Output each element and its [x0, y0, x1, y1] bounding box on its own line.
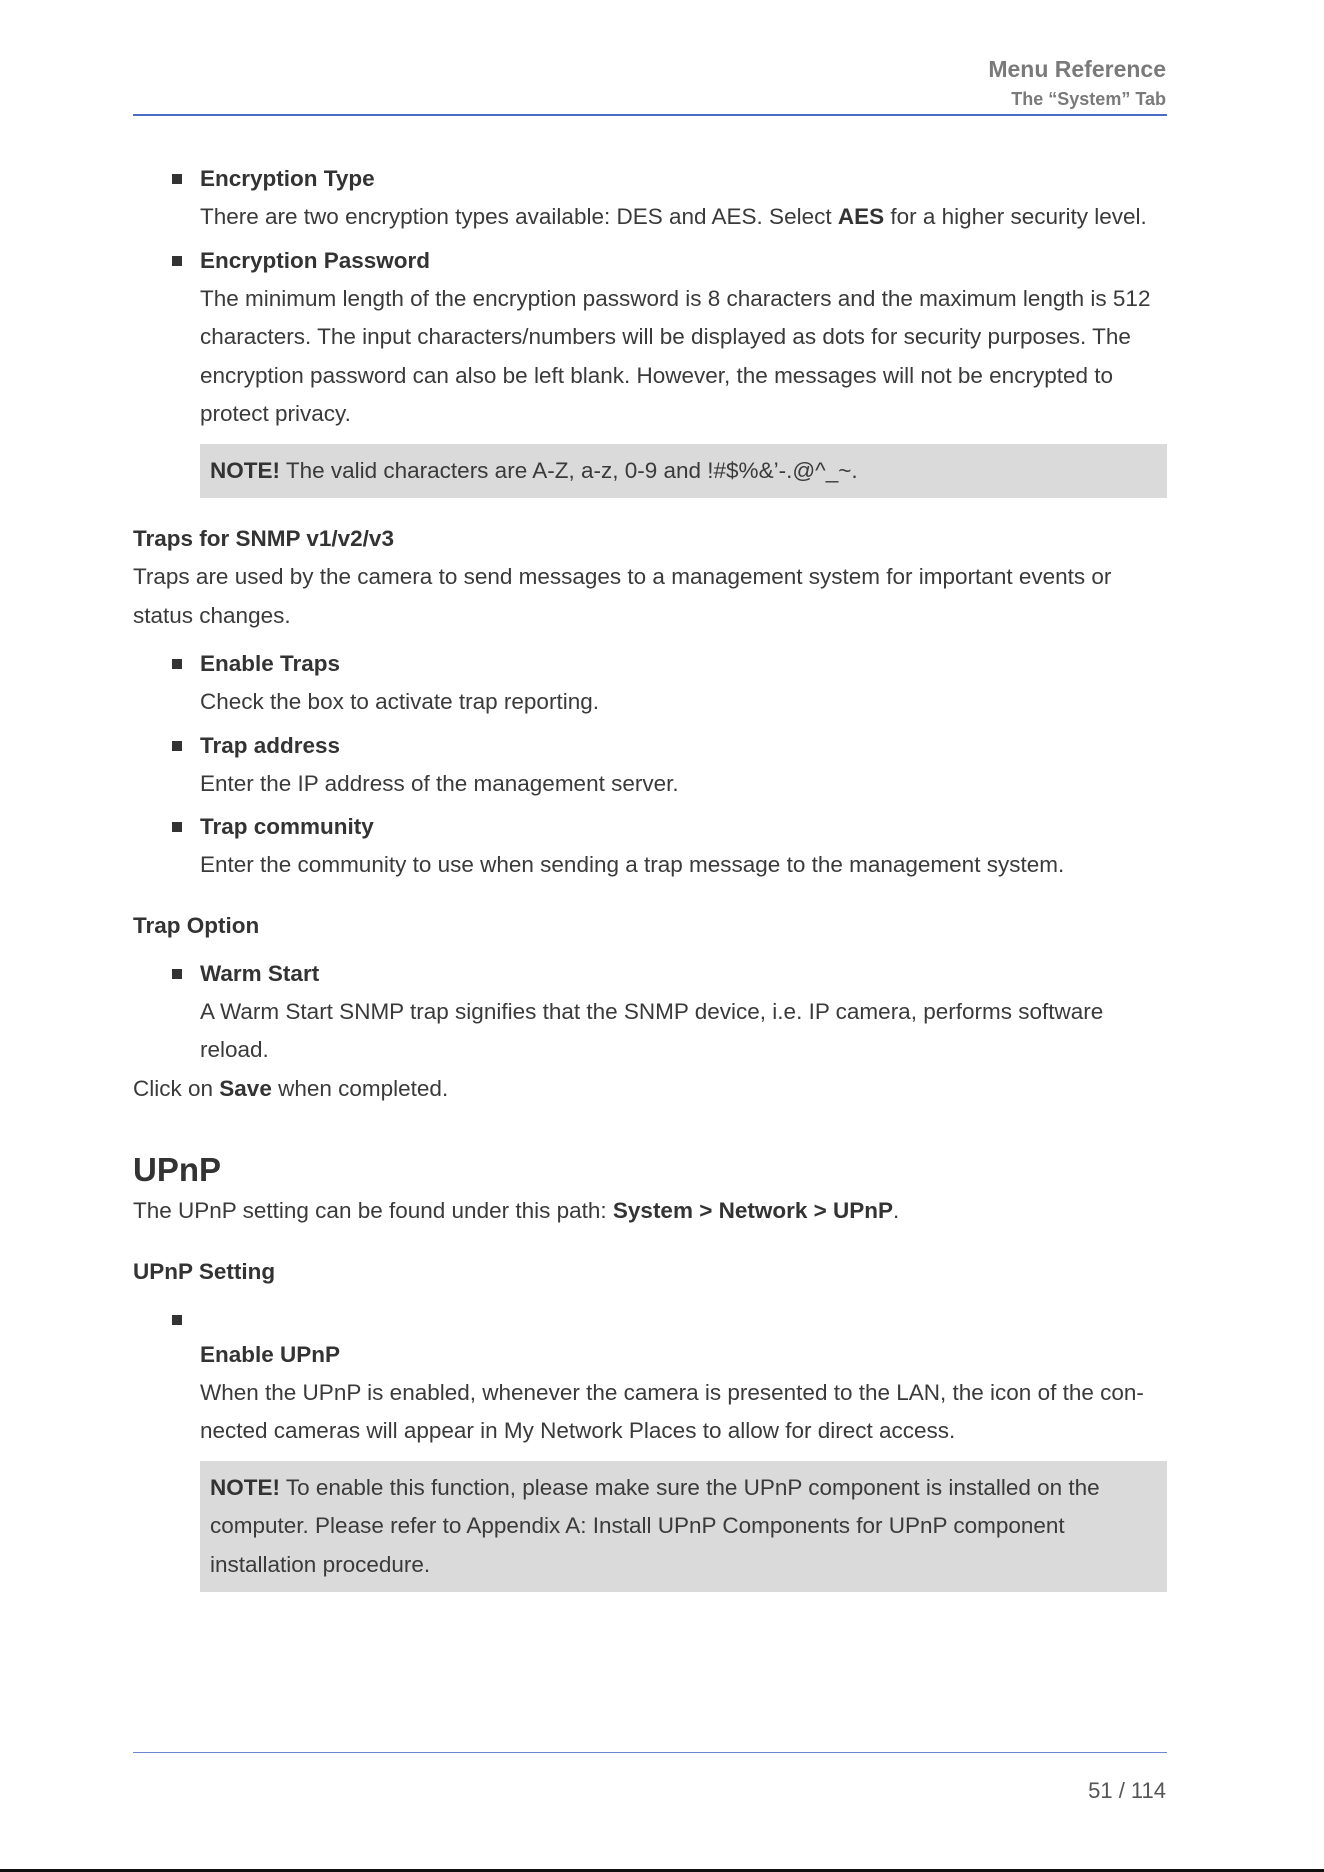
- bullet-icon: [172, 174, 182, 184]
- text-segment: Click on: [133, 1075, 220, 1101]
- list-item-enable-traps: [133, 645, 1167, 722]
- note-box: [200, 1461, 1167, 1593]
- list-item-encryption-password: [133, 242, 1167, 434]
- item-text: Enter the community to use when sending a trap message to the management system.: [200, 852, 1065, 877]
- bold-text: AES: [837, 204, 885, 229]
- list-item-encryption-type: [133, 160, 1167, 237]
- text-segment: The UPnP setting can be found under this path:: [133, 1198, 613, 1223]
- bold-text: System > Network > UPnP: [612, 1198, 894, 1223]
- section-title-upnp: UPnP: [133, 1151, 222, 1188]
- list-item-warm-start: [133, 955, 1167, 1070]
- list-item-enable-upnp: [133, 1301, 1167, 1451]
- item-title: Enable Traps: [200, 651, 341, 676]
- bullet-icon: [172, 1315, 182, 1325]
- item-text: [200, 198, 1167, 237]
- item-title: Warm Start: [200, 960, 320, 986]
- section-heading-upnp-setting: UPnP Setting: [133, 1258, 276, 1284]
- bullet-icon: [172, 822, 182, 832]
- item-title: Trap address: [200, 732, 341, 758]
- footer-divider: [133, 1752, 1167, 1753]
- item-text: When the UPnP is enabled, whenever the camera is presented to the LAN, the icon of the con-nected cameras will appear in My Network Places to allow for direct access.: [200, 1379, 1144, 1443]
- page-number: 51 / 114: [1088, 1778, 1166, 1803]
- page-content: [133, 160, 1167, 1592]
- item-title: Encryption Type: [200, 166, 375, 191]
- note-text: The valid characters are A-Z, a-z, 0-9 and !#$%&’-.@^_~.: [280, 457, 858, 483]
- section-heading-trap-option: Trap Option: [133, 912, 260, 938]
- bold-text: Save: [219, 1075, 272, 1101]
- header-title: Menu Reference: [988, 56, 1166, 82]
- text-segment: There are two encryption types available: DES and AES. Select: [200, 204, 838, 229]
- text-segment: when completed.: [271, 1075, 449, 1101]
- list-item-trap-address: [133, 727, 1167, 804]
- page-header: [988, 52, 1166, 112]
- bullet-icon: [172, 969, 182, 979]
- section-heading-traps: Traps for SNMP v1/v2/v3: [133, 526, 394, 551]
- bullet-icon: [172, 741, 182, 751]
- item-text: The minimum length of the encryption password is 8 characters and the maximum length is 512 characters. The input characters/numbers will be displayed as dots for security purposes. The encryption password can also be left blank. However, the messages will not be encrypted to protect privacy.: [200, 285, 1151, 426]
- item-text: A Warm Start SNMP trap signifies that the SNMP device, i.e. IP camera, performs software reload.: [200, 998, 1104, 1062]
- save-instruction: [133, 1070, 1167, 1109]
- item-text: Enter the IP address of the management server.: [200, 770, 679, 796]
- header-subtitle: The “System” Tab: [1011, 89, 1166, 109]
- traps-intro: Traps are used by the camera to send messages to a management system for important events or status changes.: [133, 564, 1112, 628]
- item-title: Trap community: [200, 814, 374, 839]
- note-box: [200, 444, 1167, 499]
- item-text: Check the box to activate trap reporting.: [200, 689, 599, 714]
- bullet-icon: [172, 256, 182, 266]
- bullet-icon: [172, 659, 182, 669]
- item-title: Encryption Password: [200, 247, 431, 273]
- text-segment: .: [893, 1198, 900, 1223]
- note-label: NOTE!: [210, 1474, 280, 1500]
- list-item-trap-community: [133, 808, 1167, 885]
- item-title: Enable UPnP: [200, 1341, 341, 1367]
- note-text: To enable this function, please make sure the UPnP component is installed on the computer. Please refer to Appendix A: Install UPnP Components for UPnP component installation procedure.: [210, 1474, 1100, 1577]
- note-label: NOTE!: [210, 457, 280, 483]
- upnp-path: [133, 1192, 1167, 1231]
- header-divider: [133, 114, 1167, 116]
- text-segment: for a higher security level.: [884, 204, 1147, 229]
